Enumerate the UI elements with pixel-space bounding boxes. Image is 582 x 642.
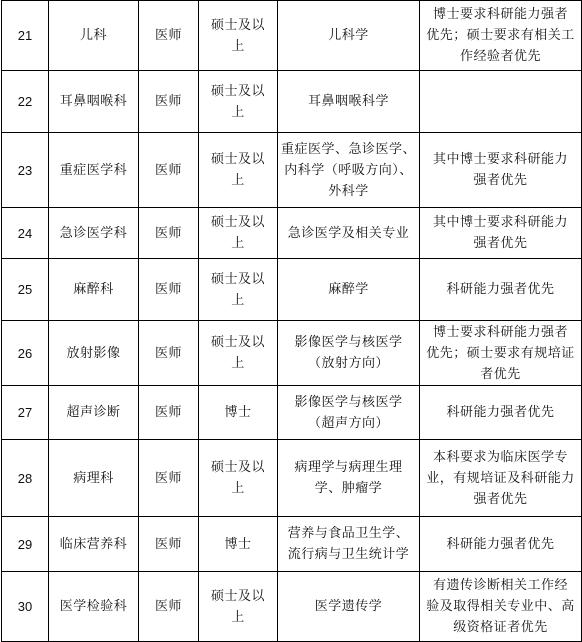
department-cell: 超声诊断 (49, 386, 139, 440)
education-cell-line: 硕士及以 (210, 460, 265, 475)
table-row (2, 440, 582, 517)
education-cell-line: 上 (231, 292, 245, 308)
education-cell (199, 208, 278, 259)
row-number-cell: 30 (2, 572, 49, 642)
remarks-cell-line: 者优先 (480, 366, 521, 382)
major-cell (278, 133, 420, 208)
education-cell-line: 硕士及以 (210, 271, 265, 287)
row-number-cell: 23 (2, 133, 49, 208)
major-cell-line: 流行病与卫生统计学 (287, 547, 410, 562)
major-cell (278, 572, 420, 642)
education-cell-line: 硕士及以 (210, 588, 265, 604)
position-cell: 医师 (139, 321, 199, 386)
major-cell (278, 321, 420, 386)
education-cell-line: 上 (231, 481, 245, 496)
remarks-cell (420, 1, 582, 71)
major-cell (278, 440, 420, 517)
education-cell (199, 259, 278, 321)
major-cell-line: 内科学（呼吸方向）、 (284, 162, 413, 178)
position-cell: 医师 (139, 1, 199, 71)
table-row (2, 517, 582, 572)
row-number-cell: 22 (2, 71, 49, 133)
remarks-cell-line: 级资格证者优先 (453, 620, 548, 635)
education-cell (199, 71, 278, 133)
major-cell-line: 麻醉学 (328, 282, 369, 297)
education-cell-line: 硕士及以 (210, 335, 265, 350)
remarks-cell-line: 博士要求科研能力强者 (432, 324, 568, 340)
education-cell (199, 133, 278, 208)
education-cell-line: 硕士及以 (210, 83, 265, 99)
row-number-cell: 25 (2, 259, 49, 321)
remarks-cell (420, 259, 582, 321)
education-cell-line: 上 (231, 38, 245, 54)
major-cell (278, 208, 420, 259)
remarks-cell-line: 科研能力强者优先 (446, 405, 555, 420)
education-cell-line: 博士 (224, 405, 252, 420)
education-cell-line: 上 (231, 356, 245, 371)
position-cell: 医师 (139, 133, 199, 208)
education-cell (199, 572, 278, 642)
position-cell: 医师 (139, 259, 199, 321)
education-cell-line: 硕士及以 (210, 152, 265, 167)
remarks-cell-line: 作经验者优先 (459, 49, 541, 64)
major-cell-line: （放射方向） (307, 356, 389, 371)
position-cell: 医师 (139, 386, 199, 440)
department-cell: 儿科 (49, 1, 139, 71)
remarks-cell-line: 科研能力强者优先 (446, 536, 555, 552)
remarks-cell (420, 321, 582, 386)
remarks-cell-line: 业，有规培证及科研能力 (426, 470, 575, 486)
education-cell-line: 硕士及以 (210, 215, 265, 230)
position-cell: 医师 (139, 71, 199, 133)
row-number-cell: 27 (2, 386, 49, 440)
row-number-cell: 21 (2, 1, 49, 71)
major-cell (278, 259, 420, 321)
remarks-cell (420, 386, 582, 440)
remarks-cell-line: 本科要求为临床医学专 (432, 449, 568, 465)
major-cell (278, 71, 420, 133)
education-cell (199, 440, 278, 517)
major-cell-line: 学、肿瘤学 (314, 481, 383, 496)
major-cell-line: 影像医学与核医学 (294, 335, 403, 350)
major-cell-line: 医学遗传学 (314, 599, 383, 614)
education-cell-line: 上 (231, 236, 245, 251)
department-cell: 重症医学科 (49, 133, 139, 208)
education-cell (199, 517, 278, 572)
education-cell (199, 1, 278, 71)
table-row (2, 71, 582, 133)
education-cell-line: 博士 (224, 536, 252, 552)
remarks-cell (420, 208, 582, 259)
major-cell-line: 儿科学 (328, 28, 369, 43)
education-cell (199, 321, 278, 386)
department-cell: 麻醉科 (49, 259, 139, 321)
remarks-cell-line: 优先；硕士要求有相关工 (426, 28, 575, 43)
department-cell: 放射影像 (49, 321, 139, 386)
education-cell-line: 硕士及以 (210, 17, 265, 33)
row-number-cell: 28 (2, 440, 49, 517)
position-cell: 医师 (139, 517, 199, 572)
row-number-cell: 29 (2, 517, 49, 572)
remarks-cell (420, 133, 582, 208)
major-cell-line: 急诊医学及相关专业 (287, 225, 410, 241)
table-row (2, 1, 582, 71)
department-cell: 医学检验科 (49, 572, 139, 642)
department-cell: 病理科 (49, 440, 139, 517)
education-cell-line: 上 (231, 609, 245, 625)
remarks-cell (420, 71, 582, 133)
remarks-cell-line: 有遗传诊断相关工作经 (432, 578, 568, 593)
remarks-cell-line: 其中博士要求科研能力 (432, 152, 568, 167)
remarks-cell (420, 517, 582, 572)
table-row (2, 321, 582, 386)
position-cell: 医师 (139, 572, 199, 642)
row-number-cell: 24 (2, 208, 49, 259)
education-cell (199, 386, 278, 440)
table-row (2, 133, 582, 208)
major-cell (278, 517, 420, 572)
remarks-cell-line: 强者优先 (473, 236, 528, 251)
remarks-cell-line: 验及取得相关专业中、高 (426, 599, 575, 614)
major-cell-line: 病理学与病理生理 (294, 460, 403, 475)
remarks-cell (420, 572, 582, 642)
position-cell: 医师 (139, 208, 199, 259)
row-number-cell: 26 (2, 321, 49, 386)
education-cell-line: 上 (231, 173, 245, 188)
major-cell-line: 影像医学与核医学 (294, 394, 403, 410)
position-cell: 医师 (139, 440, 199, 517)
table-row (2, 572, 582, 642)
remarks-cell-line: 其中博士要求科研能力 (432, 215, 568, 230)
remarks-cell-line: 优先；硕士要求有规培证 (426, 345, 575, 361)
table-row (2, 208, 582, 259)
remarks-cell-line: 强者优先 (473, 491, 528, 507)
department-cell: 耳鼻咽喉科 (49, 71, 139, 133)
major-cell-line: 外科学 (328, 183, 369, 199)
major-cell-line: （超声方向） (307, 415, 389, 431)
table-row (2, 259, 582, 321)
major-cell (278, 386, 420, 440)
recruitment-table (1, 0, 582, 642)
major-cell-line: 重症医学、急诊医学、 (281, 141, 417, 157)
remarks-cell-line: 科研能力强者优先 (446, 282, 555, 297)
major-cell-line: 耳鼻咽喉科学 (307, 94, 389, 109)
table-body (2, 1, 582, 642)
remarks-cell (420, 440, 582, 517)
department-cell: 临床营养科 (49, 517, 139, 572)
major-cell-line: 营养与食品卫生学、 (287, 526, 410, 541)
table-row (2, 386, 582, 440)
remarks-cell-line: 强者优先 (473, 173, 528, 188)
education-cell-line: 上 (231, 104, 245, 120)
department-cell: 急诊医学科 (49, 208, 139, 259)
major-cell (278, 1, 420, 71)
remarks-cell-line: 博士要求科研能力强者 (432, 7, 568, 22)
